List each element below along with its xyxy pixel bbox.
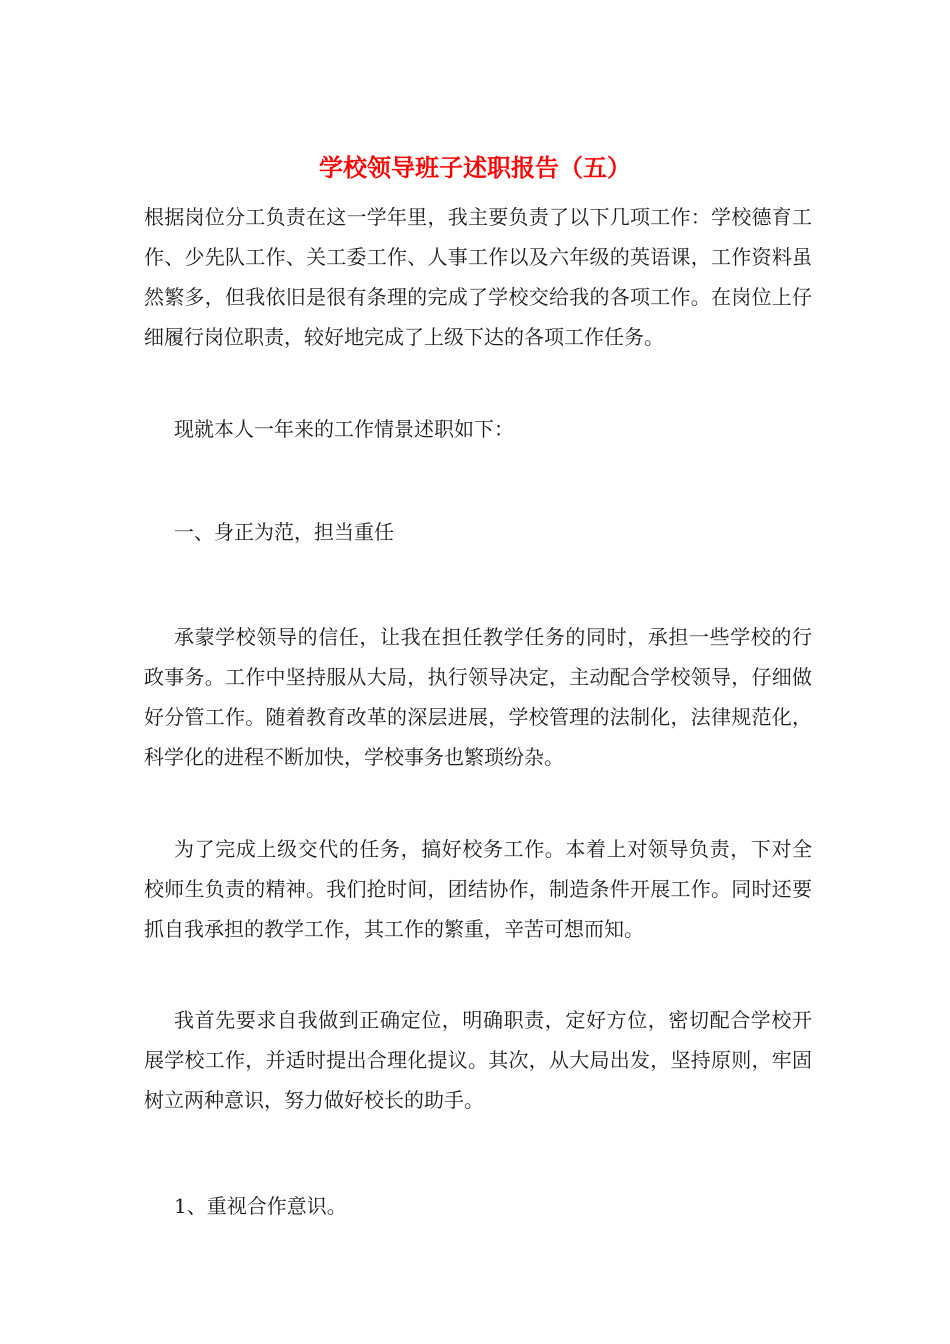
intro-paragraph: 根据岗位分工负责在这一学年里，我主要负责了以下几项工作：学校德育工作、少先队工作、关工委工作、人事工作以及六年级的英语课，工作资料虽然繁多，但我依旧是很有条理的完成了学校交给我的各项工作。在岗位上仔细履行岗位职责，较好地完成了上级下达的各项工作任务。: [144, 205, 812, 349]
document-title: 学校领导班子述职报告（五）: [319, 154, 631, 182]
body-paragraph-1: 承蒙学校领导的信任，让我在担任教学任务的同时，承担一些学校的行政事务。工作中坚持服从大局，执行领导决定，主动配合学校领导，仔细做好分管工作。随着教育改革的深层进展，学校管理的法制化，法律规范化，科学化的进程不断加快，学校事务也繁琐纷杂。: [144, 625, 812, 769]
overview-paragraph: 现就本人一年来的工作情景述职如下：: [174, 417, 514, 441]
list-item-1: 1、重视合作意识。: [174, 1194, 347, 1218]
section-heading-1: 一、身正为范，担当重任: [174, 520, 394, 544]
body-paragraph-2: 为了完成上级交代的任务，搞好校务工作。本着上对领导负责，下对全校师生负责的精神。我们抢时间，团结协作，制造条件开展工作。同时还要抓自我承担的教学工作，其工作的繁重，辛苦可想而知。: [144, 837, 812, 941]
body-paragraph-3: 我首先要求自我做到正确定位，明确职责，定好方位，密切配合学校开展学校工作，并适时提出合理化提议。其次，从大局出发，坚持原则，牢固树立两种意识，努力做好校长的助手。: [144, 1008, 812, 1112]
